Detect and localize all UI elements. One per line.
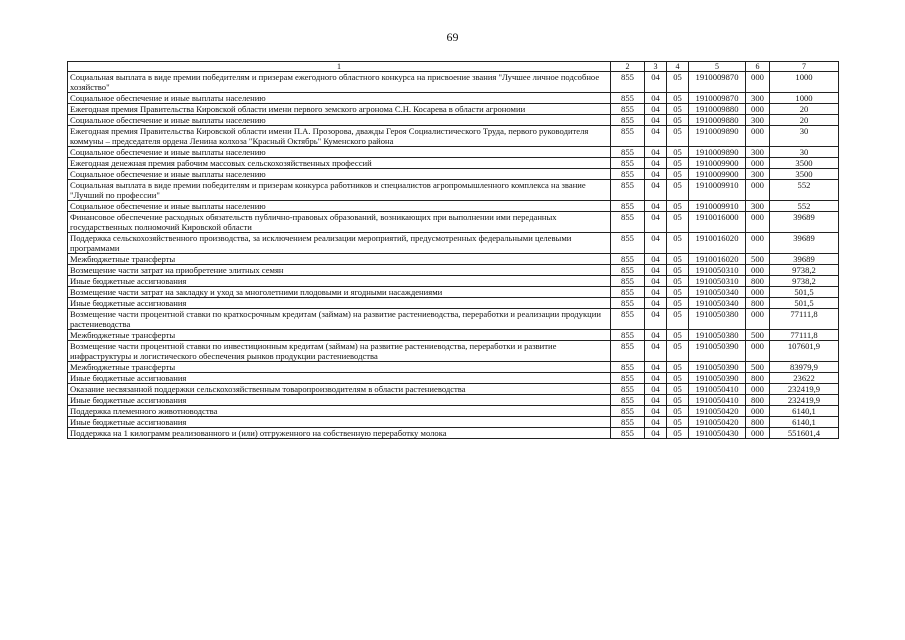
row-expense-type: 000 bbox=[746, 428, 770, 439]
row-expense-type: 800 bbox=[746, 276, 770, 287]
row-ministry-code: 855 bbox=[611, 362, 645, 373]
row-ministry-code: 855 bbox=[611, 287, 645, 298]
table-body bbox=[68, 72, 839, 439]
row-subsection: 05 bbox=[667, 169, 689, 180]
row-amount: 232419,9 bbox=[770, 395, 839, 406]
row-expense-type: 300 bbox=[746, 201, 770, 212]
row-ministry-code: 855 bbox=[611, 147, 645, 158]
row-ministry-code: 855 bbox=[611, 309, 645, 330]
row-name: Иные бюджетные ассигнования bbox=[68, 373, 611, 384]
row-ministry-code: 855 bbox=[611, 384, 645, 395]
column-header-ministry: 2 bbox=[611, 62, 645, 72]
row-section: 04 bbox=[645, 417, 667, 428]
row-subsection: 05 bbox=[667, 395, 689, 406]
row-subsection: 05 bbox=[667, 373, 689, 384]
column-header-subsection: 4 bbox=[667, 62, 689, 72]
row-target-article: 1910009910 bbox=[689, 180, 746, 201]
row-section: 04 bbox=[645, 254, 667, 265]
row-ministry-code: 855 bbox=[611, 406, 645, 417]
row-section: 04 bbox=[645, 362, 667, 373]
row-amount: 83979,9 bbox=[770, 362, 839, 373]
row-expense-type: 000 bbox=[746, 341, 770, 362]
row-expense-type: 000 bbox=[746, 212, 770, 233]
row-name: Поддержка сельскохозяйственного производства, за исключением реализации мероприятий, предусмотренных федеральными целевыми программами bbox=[68, 233, 611, 254]
column-header-name: 1 bbox=[68, 62, 611, 72]
table-row bbox=[68, 126, 839, 147]
row-expense-type: 300 bbox=[746, 115, 770, 126]
row-name: Возмещение части процентной ставки по краткосрочным кредитам (займам) на развитие растениеводства, переработки и реализации продукции растениеводства bbox=[68, 309, 611, 330]
row-subsection: 05 bbox=[667, 233, 689, 254]
row-subsection: 05 bbox=[667, 362, 689, 373]
row-section: 04 bbox=[645, 169, 667, 180]
row-expense-type: 500 bbox=[746, 254, 770, 265]
row-subsection: 05 bbox=[667, 298, 689, 309]
row-amount: 30 bbox=[770, 126, 839, 147]
row-name: Возмещение части процентной ставки по инвестиционным кредитам (займам) на развитие растениеводства, переработки и развитие инфраструктуры и логистического обеспечения рынков продукции растениеводства bbox=[68, 341, 611, 362]
row-target-article: 1910009900 bbox=[689, 169, 746, 180]
row-amount: 107601,9 bbox=[770, 341, 839, 362]
table-row bbox=[68, 373, 839, 384]
row-target-article: 1910050420 bbox=[689, 406, 746, 417]
row-section: 04 bbox=[645, 147, 667, 158]
row-section: 04 bbox=[645, 212, 667, 233]
row-expense-type: 000 bbox=[746, 309, 770, 330]
row-section: 04 bbox=[645, 287, 667, 298]
row-target-article: 1910009870 bbox=[689, 72, 746, 93]
row-section: 04 bbox=[645, 265, 667, 276]
table-row bbox=[68, 384, 839, 395]
row-name: Межбюджетные трансферты bbox=[68, 254, 611, 265]
column-header-target-article: 5 bbox=[689, 62, 746, 72]
row-amount: 39689 bbox=[770, 233, 839, 254]
row-section: 04 bbox=[645, 72, 667, 93]
row-section: 04 bbox=[645, 373, 667, 384]
row-expense-type: 000 bbox=[746, 287, 770, 298]
row-target-article: 1910016020 bbox=[689, 233, 746, 254]
row-expense-type: 000 bbox=[746, 126, 770, 147]
row-target-article: 1910016020 bbox=[689, 254, 746, 265]
row-amount: 77111,8 bbox=[770, 330, 839, 341]
row-expense-type: 000 bbox=[746, 265, 770, 276]
table-row bbox=[68, 298, 839, 309]
row-ministry-code: 855 bbox=[611, 180, 645, 201]
row-name: Ежегодная премия Правительства Кировской области имени П.А. Прозорова, дважды Героя Социалистического Труда, первого руководителя коммуны – председателя ордена Ленина колхоза "Красный Октябрь" Куменского района bbox=[68, 126, 611, 147]
row-target-article: 1910050390 bbox=[689, 341, 746, 362]
table-row bbox=[68, 93, 839, 104]
row-amount: 3500 bbox=[770, 169, 839, 180]
row-subsection: 05 bbox=[667, 341, 689, 362]
row-ministry-code: 855 bbox=[611, 233, 645, 254]
row-target-article: 1910050430 bbox=[689, 428, 746, 439]
row-section: 04 bbox=[645, 93, 667, 104]
table-row bbox=[68, 276, 839, 287]
row-name: Социальное обеспечение и иные выплаты населению bbox=[68, 93, 611, 104]
row-name: Иные бюджетные ассигнования bbox=[68, 395, 611, 406]
row-subsection: 05 bbox=[667, 93, 689, 104]
table-row bbox=[68, 169, 839, 180]
row-amount: 3500 bbox=[770, 158, 839, 169]
row-amount: 6140,1 bbox=[770, 417, 839, 428]
row-subsection: 05 bbox=[667, 147, 689, 158]
row-subsection: 05 bbox=[667, 330, 689, 341]
row-subsection: 05 bbox=[667, 158, 689, 169]
row-name: Поддержка на 1 килограмм реализованного и (или) отгруженного на собственную переработку молока bbox=[68, 428, 611, 439]
row-subsection: 05 bbox=[667, 287, 689, 298]
row-subsection: 05 bbox=[667, 115, 689, 126]
table-row bbox=[68, 233, 839, 254]
row-target-article: 1910009900 bbox=[689, 158, 746, 169]
row-amount: 1000 bbox=[770, 72, 839, 93]
table-row bbox=[68, 395, 839, 406]
row-expense-type: 000 bbox=[746, 406, 770, 417]
table-row bbox=[68, 362, 839, 373]
row-section: 04 bbox=[645, 395, 667, 406]
row-ministry-code: 855 bbox=[611, 428, 645, 439]
row-name: Финансовое обеспечение расходных обязательств публично-правовых образований, возникающих при выполнении ими переданных государственных полномочий Кировской области bbox=[68, 212, 611, 233]
row-expense-type: 800 bbox=[746, 373, 770, 384]
row-target-article: 1910009890 bbox=[689, 147, 746, 158]
row-ministry-code: 855 bbox=[611, 115, 645, 126]
row-name: Социальное обеспечение и иные выплаты населению bbox=[68, 201, 611, 212]
row-name: Иные бюджетные ассигнования bbox=[68, 276, 611, 287]
table-row bbox=[68, 212, 839, 233]
row-ministry-code: 855 bbox=[611, 72, 645, 93]
row-ministry-code: 855 bbox=[611, 254, 645, 265]
row-target-article: 1910050390 bbox=[689, 373, 746, 384]
row-amount: 9738,2 bbox=[770, 276, 839, 287]
table-row bbox=[68, 104, 839, 115]
row-name: Ежегодная денежная премия рабочим массовых сельскохозяйственных профессий bbox=[68, 158, 611, 169]
table-row bbox=[68, 180, 839, 201]
row-amount: 20 bbox=[770, 104, 839, 115]
row-subsection: 05 bbox=[667, 417, 689, 428]
row-target-article: 1910050340 bbox=[689, 298, 746, 309]
column-header-amount: 7 bbox=[770, 62, 839, 72]
row-target-article: 1910050420 bbox=[689, 417, 746, 428]
row-target-article: 1910050380 bbox=[689, 309, 746, 330]
table-row bbox=[68, 287, 839, 298]
row-section: 04 bbox=[645, 180, 667, 201]
table-row bbox=[68, 254, 839, 265]
row-section: 04 bbox=[645, 298, 667, 309]
row-name: Межбюджетные трансферты bbox=[68, 362, 611, 373]
row-name: Возмещение части затрат на приобретение элитных семян bbox=[68, 265, 611, 276]
row-target-article: 1910009870 bbox=[689, 93, 746, 104]
row-section: 04 bbox=[645, 115, 667, 126]
column-header-section: 3 bbox=[645, 62, 667, 72]
row-target-article: 1910050310 bbox=[689, 265, 746, 276]
row-target-article: 1910016000 bbox=[689, 212, 746, 233]
row-subsection: 05 bbox=[667, 384, 689, 395]
row-ministry-code: 855 bbox=[611, 93, 645, 104]
row-ministry-code: 855 bbox=[611, 417, 645, 428]
row-expense-type: 300 bbox=[746, 147, 770, 158]
row-amount: 232419,9 bbox=[770, 384, 839, 395]
row-target-article: 1910050380 bbox=[689, 330, 746, 341]
row-ministry-code: 855 bbox=[611, 265, 645, 276]
row-ministry-code: 855 bbox=[611, 201, 645, 212]
row-expense-type: 000 bbox=[746, 104, 770, 115]
row-subsection: 05 bbox=[667, 265, 689, 276]
row-amount: 20 bbox=[770, 115, 839, 126]
row-ministry-code: 855 bbox=[611, 126, 645, 147]
table-row bbox=[68, 309, 839, 330]
row-section: 04 bbox=[645, 158, 667, 169]
row-expense-type: 300 bbox=[746, 169, 770, 180]
row-name: Ежегодная премия Правительства Кировской области имени первого земского агронома С.Н. Косарева в области агрономии bbox=[68, 104, 611, 115]
row-subsection: 05 bbox=[667, 309, 689, 330]
row-subsection: 05 bbox=[667, 201, 689, 212]
row-expense-type: 800 bbox=[746, 298, 770, 309]
row-ministry-code: 855 bbox=[611, 169, 645, 180]
row-ministry-code: 855 bbox=[611, 373, 645, 384]
row-ministry-code: 855 bbox=[611, 395, 645, 406]
row-name: Социальное обеспечение и иные выплаты населению bbox=[68, 147, 611, 158]
table-row bbox=[68, 158, 839, 169]
row-name: Иные бюджетные ассигнования bbox=[68, 298, 611, 309]
row-amount: 551601,4 bbox=[770, 428, 839, 439]
row-section: 04 bbox=[645, 384, 667, 395]
row-ministry-code: 855 bbox=[611, 104, 645, 115]
row-subsection: 05 bbox=[667, 72, 689, 93]
row-target-article: 1910050340 bbox=[689, 287, 746, 298]
row-amount: 30 bbox=[770, 147, 839, 158]
row-name: Социальное обеспечение и иные выплаты населению bbox=[68, 169, 611, 180]
row-ministry-code: 855 bbox=[611, 158, 645, 169]
row-section: 04 bbox=[645, 126, 667, 147]
row-expense-type: 000 bbox=[746, 158, 770, 169]
row-name: Возмещение части затрат на закладку и уход за многолетними плодовыми и ягодными насаждениями bbox=[68, 287, 611, 298]
row-amount: 6140,1 bbox=[770, 406, 839, 417]
row-subsection: 05 bbox=[667, 428, 689, 439]
row-section: 04 bbox=[645, 330, 667, 341]
row-name: Социальное обеспечение и иные выплаты населению bbox=[68, 115, 611, 126]
table-row bbox=[68, 201, 839, 212]
table-row bbox=[68, 330, 839, 341]
row-ministry-code: 855 bbox=[611, 276, 645, 287]
row-amount: 39689 bbox=[770, 212, 839, 233]
row-amount: 39689 bbox=[770, 254, 839, 265]
row-target-article: 1910050410 bbox=[689, 395, 746, 406]
row-amount: 23622 bbox=[770, 373, 839, 384]
row-target-article: 1910009880 bbox=[689, 115, 746, 126]
row-amount: 77111,8 bbox=[770, 309, 839, 330]
row-name: Социальная выплата в виде премии победителям и призерам ежегодного областного конкурса на присвоение звания "Лучшее личное подсобное хозяйство" bbox=[68, 72, 611, 93]
row-subsection: 05 bbox=[667, 406, 689, 417]
table-row bbox=[68, 406, 839, 417]
column-header-expense-type: 6 bbox=[746, 62, 770, 72]
row-expense-type: 800 bbox=[746, 417, 770, 428]
row-section: 04 bbox=[645, 309, 667, 330]
row-subsection: 05 bbox=[667, 104, 689, 115]
header-row bbox=[68, 62, 839, 72]
table-row bbox=[68, 115, 839, 126]
row-name: Иные бюджетные ассигнования bbox=[68, 417, 611, 428]
row-target-article: 1910009890 bbox=[689, 126, 746, 147]
row-expense-type: 000 bbox=[746, 384, 770, 395]
row-target-article: 1910009910 bbox=[689, 201, 746, 212]
row-name: Межбюджетные трансферты bbox=[68, 330, 611, 341]
row-expense-type: 500 bbox=[746, 362, 770, 373]
row-section: 04 bbox=[645, 341, 667, 362]
row-name: Социальная выплата в виде премии победителям и призерам конкурса работников и специалистов агропромышленного комплекса на звание "Лучший по профессии" bbox=[68, 180, 611, 201]
row-expense-type: 300 bbox=[746, 93, 770, 104]
row-amount: 501,5 bbox=[770, 287, 839, 298]
row-subsection: 05 bbox=[667, 126, 689, 147]
row-section: 04 bbox=[645, 406, 667, 417]
row-amount: 9738,2 bbox=[770, 265, 839, 276]
row-subsection: 05 bbox=[667, 276, 689, 287]
table-row bbox=[68, 341, 839, 362]
row-subsection: 05 bbox=[667, 254, 689, 265]
row-amount: 552 bbox=[770, 180, 839, 201]
row-subsection: 05 bbox=[667, 180, 689, 201]
row-name: Поддержка племенного животноводства bbox=[68, 406, 611, 417]
row-target-article: 1910050310 bbox=[689, 276, 746, 287]
row-section: 04 bbox=[645, 276, 667, 287]
table-row bbox=[68, 265, 839, 276]
row-section: 04 bbox=[645, 233, 667, 254]
row-ministry-code: 855 bbox=[611, 212, 645, 233]
row-amount: 1000 bbox=[770, 93, 839, 104]
row-expense-type: 000 bbox=[746, 233, 770, 254]
table-row bbox=[68, 428, 839, 439]
row-target-article: 1910009880 bbox=[689, 104, 746, 115]
table-row bbox=[68, 147, 839, 158]
row-expense-type: 000 bbox=[746, 72, 770, 93]
table-row bbox=[68, 72, 839, 93]
page-number: 69 bbox=[446, 30, 459, 44]
row-name: Оказание несвязанной поддержки сельскохозяйственным товаропроизводителям в области растениеводства bbox=[68, 384, 611, 395]
row-ministry-code: 855 bbox=[611, 341, 645, 362]
row-expense-type: 800 bbox=[746, 395, 770, 406]
row-expense-type: 000 bbox=[746, 180, 770, 201]
row-target-article: 1910050390 bbox=[689, 362, 746, 373]
row-section: 04 bbox=[645, 104, 667, 115]
row-section: 04 bbox=[645, 201, 667, 212]
row-ministry-code: 855 bbox=[611, 298, 645, 309]
row-section: 04 bbox=[645, 428, 667, 439]
row-target-article: 1910050410 bbox=[689, 384, 746, 395]
row-subsection: 05 bbox=[667, 212, 689, 233]
row-ministry-code: 855 bbox=[611, 330, 645, 341]
row-expense-type: 500 bbox=[746, 330, 770, 341]
budget-table bbox=[67, 61, 839, 439]
row-amount: 501,5 bbox=[770, 298, 839, 309]
row-amount: 552 bbox=[770, 201, 839, 212]
table-row bbox=[68, 417, 839, 428]
